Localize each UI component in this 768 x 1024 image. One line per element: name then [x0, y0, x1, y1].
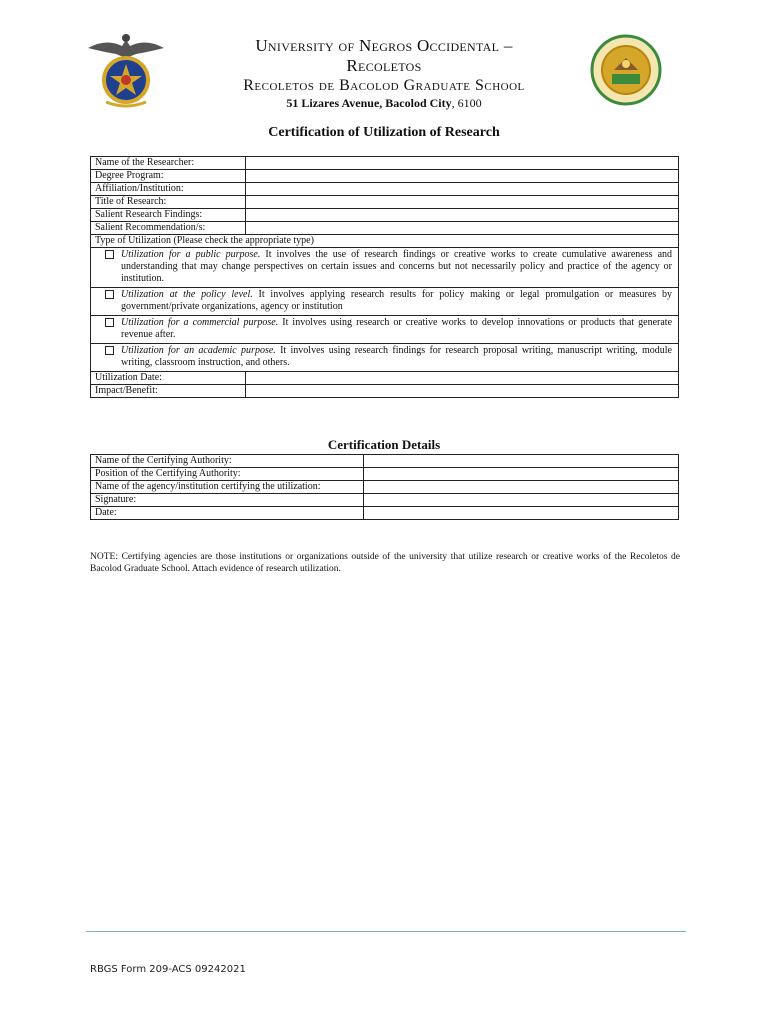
certifier-name-field[interactable] — [364, 455, 679, 468]
table-row — [91, 494, 679, 507]
utilization-date-field[interactable] — [246, 372, 679, 385]
affiliation-field[interactable] — [246, 183, 679, 196]
researcher-name-field[interactable] — [246, 157, 679, 170]
option-title: Utilization for an academic purpose. — [121, 345, 276, 356]
field-label: Affiliation/Institution: — [91, 183, 246, 196]
table-row — [91, 183, 679, 196]
field-label: Signature: — [91, 494, 364, 507]
table-row — [91, 481, 679, 494]
certifying-agency-field[interactable] — [364, 481, 679, 494]
table-row — [91, 344, 679, 372]
option-description: It involves the use of research findings or creative works to create cumulative awareness and understanding that may change perspectives on certain issues and concerns but not necessarily policy and practice of the agency or institution. — [121, 249, 673, 284]
school-name: Recoletos de Bacolod Graduate School — [243, 77, 525, 94]
table-row — [91, 222, 679, 235]
form-title: Certification of Utilization of Research — [268, 125, 500, 140]
note-text: NOTE: Certifying agencies are those institutions or organizations outside of the university that utilize research or creative works of the Recoletos de Bacolod Graduate School. Attach evidence of research utilization. — [90, 552, 680, 574]
option-description: It involves applying research results for policy making or legal promulgation or measures by government/private organizations, agency or institution — [121, 289, 672, 312]
utilization-type-header: Type of Utilization (Please check the appropriate type) — [91, 235, 679, 248]
table-row — [91, 455, 679, 468]
field-label: Degree Program: — [91, 170, 246, 183]
document-header — [0, 0, 768, 120]
field-label: Impact/Benefit: — [91, 385, 246, 398]
table-row — [91, 248, 679, 288]
university-name-line2: Recoletos — [346, 56, 422, 75]
table-row — [91, 235, 679, 248]
academic-purpose-checkbox[interactable] — [105, 346, 114, 355]
commercial-purpose-checkbox[interactable] — [105, 318, 114, 327]
certifier-position-field[interactable] — [364, 468, 679, 481]
recommendations-field[interactable] — [246, 222, 679, 235]
date-field[interactable] — [364, 507, 679, 520]
school-address — [180, 96, 588, 111]
table-row — [91, 316, 679, 344]
certification-title: Certification Details — [327, 437, 441, 452]
field-label: Name of the Certifying Authority: — [91, 455, 364, 468]
field-label: Name of the Researcher: — [91, 157, 246, 170]
table-row — [91, 170, 679, 183]
signature-field[interactable] — [364, 494, 679, 507]
option-title: Utilization at the policy level. — [121, 289, 253, 300]
field-label: Title of Research: — [91, 196, 246, 209]
graduate-school-seal-icon — [588, 34, 664, 106]
utilization-option-policy — [91, 288, 679, 316]
field-label: Position of the Certifying Authority: — [91, 468, 364, 481]
degree-program-field[interactable] — [246, 170, 679, 183]
footer-divider — [86, 931, 686, 932]
table-row — [91, 157, 679, 170]
university-name — [180, 36, 588, 76]
field-label: Date: — [91, 507, 364, 520]
table-row — [91, 196, 679, 209]
form-code: RBGS Form 209-ACS 09242021 — [90, 964, 246, 975]
impact-benefit-field[interactable] — [246, 385, 679, 398]
address-street: 51 Lizares Avenue, Bacolod City — [286, 96, 452, 110]
field-label: Salient Recommendation/s: — [91, 222, 246, 235]
table-row — [91, 507, 679, 520]
field-label: Name of the agency/institution certifying the utilization: — [91, 481, 364, 494]
address-zip: , 6100 — [451, 96, 482, 110]
research-title-field[interactable] — [246, 196, 679, 209]
utilization-option-public — [91, 248, 679, 288]
table-row — [91, 385, 679, 398]
utilization-option-academic — [91, 344, 679, 372]
university-eagle-seal-icon — [86, 30, 166, 112]
table-row — [91, 288, 679, 316]
research-info-table — [90, 156, 679, 398]
option-description: It involves using research findings for research proposal writing, manuscript writing, module writing, classroom instruction, and others. — [121, 345, 672, 368]
certification-table — [90, 454, 679, 520]
field-label: Utilization Date: — [91, 372, 246, 385]
option-description: It involves using research or creative works to develop innovations or products that generate revenue after. — [121, 317, 673, 340]
university-name-line1: University of Negros Occidental – — [255, 36, 513, 55]
utilization-option-commercial — [91, 316, 679, 344]
option-title: Utilization for a commercial purpose. — [121, 317, 279, 328]
policy-level-checkbox[interactable] — [105, 290, 114, 299]
table-row — [91, 372, 679, 385]
field-label: Salient Research Findings: — [91, 209, 246, 222]
table-row — [91, 209, 679, 222]
option-title: Utilization for a public purpose. — [121, 249, 261, 260]
findings-field[interactable] — [246, 209, 679, 222]
table-row — [91, 468, 679, 481]
public-purpose-checkbox[interactable] — [105, 250, 114, 259]
